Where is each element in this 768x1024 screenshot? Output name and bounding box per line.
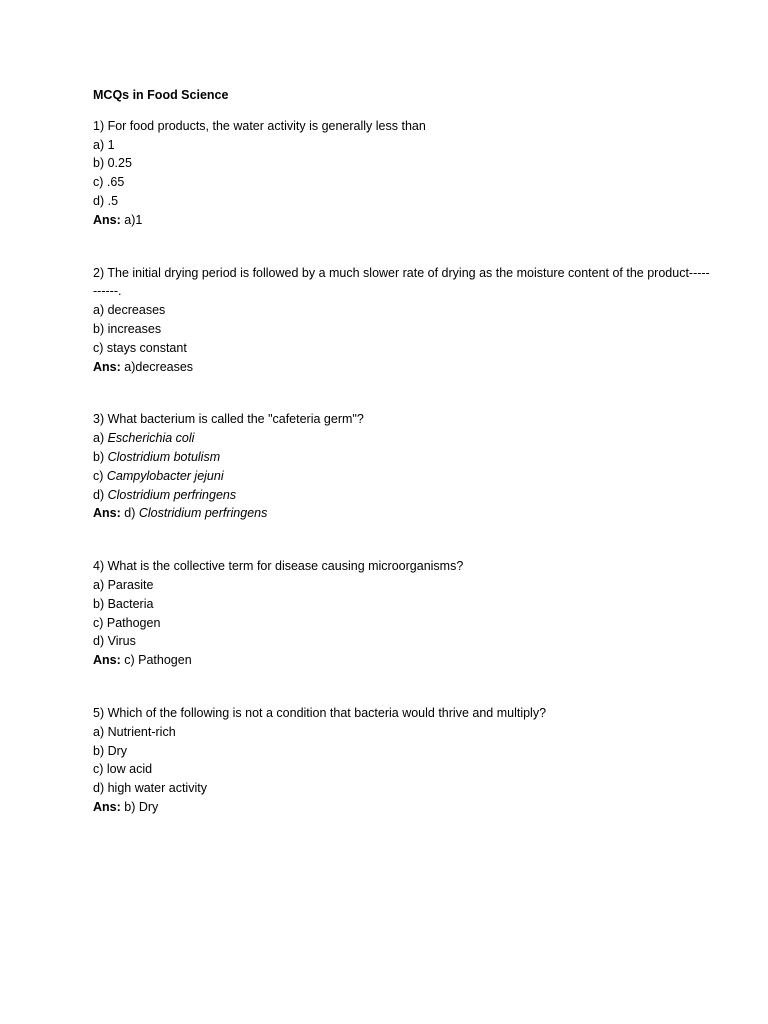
option-prefix: b)	[93, 156, 108, 171]
option-value: Clostridium perfringens	[107, 487, 237, 502]
option-prefix: c)	[93, 340, 107, 355]
question-text: 1) For food products, the water activity is generally less than	[93, 118, 426, 133]
question-text: 4) What is the collective term for disease causing microorganisms?	[93, 559, 464, 574]
answer-value: Clostridium perfringens	[138, 506, 268, 521]
option-c	[93, 339, 713, 358]
answer-prefix: b)	[120, 799, 139, 814]
question-4	[93, 557, 713, 670]
answer-prefix: c)	[120, 653, 139, 668]
answer-line	[93, 798, 713, 817]
option-value: .65	[106, 175, 125, 190]
answer-label: Ans:	[93, 212, 121, 227]
option-prefix: d)	[93, 634, 108, 649]
question-text: 2) The initial drying period is followed by a much slower rate of drying as the moisture content of the product-----------.	[93, 265, 710, 299]
answer-line	[93, 358, 713, 377]
answer-value: decreases	[135, 359, 194, 374]
option-value: Virus	[107, 634, 136, 649]
answer-value: 1	[135, 212, 143, 227]
option-a	[93, 301, 713, 320]
option-value: Bacteria	[107, 596, 154, 611]
option-value: .5	[107, 193, 119, 208]
option-prefix: a)	[93, 724, 108, 739]
option-a	[93, 576, 713, 595]
option-value: Nutrient-rich	[107, 724, 176, 739]
question-text: 3) What bacterium is called the "cafeteria germ"?	[93, 412, 364, 427]
answer-prefix: a)	[120, 212, 136, 227]
option-value: Escherichia coli	[107, 431, 195, 446]
option-a	[93, 723, 713, 742]
option-prefix: a)	[93, 577, 108, 592]
option-value: Dry	[107, 743, 128, 758]
option-b	[93, 742, 713, 761]
document-content	[93, 86, 713, 851]
option-prefix: b)	[93, 743, 108, 758]
option-value: 0.25	[107, 156, 132, 171]
option-value: high water activity	[107, 781, 207, 796]
option-prefix: a)	[93, 431, 108, 446]
option-value: Clostridium botulism	[107, 449, 221, 464]
option-d	[93, 192, 713, 211]
option-c	[93, 173, 713, 192]
option-value: decreases	[107, 303, 166, 318]
option-value: 1	[107, 137, 115, 152]
answer-label: Ans:	[93, 653, 121, 668]
option-prefix: a)	[93, 137, 108, 152]
option-prefix: b)	[93, 321, 108, 336]
option-value: low acid	[106, 762, 153, 777]
question-2	[93, 264, 713, 377]
answer-label: Ans:	[93, 359, 121, 374]
option-b	[93, 320, 713, 339]
option-c	[93, 467, 713, 486]
answer-prefix: d)	[120, 506, 139, 521]
option-c	[93, 614, 713, 633]
question-1	[93, 117, 713, 230]
option-prefix: c)	[93, 468, 107, 483]
option-d	[93, 779, 713, 798]
option-b	[93, 448, 713, 467]
option-prefix: b)	[93, 596, 108, 611]
question-3	[93, 410, 713, 523]
option-prefix: b)	[93, 449, 108, 464]
option-prefix: c)	[93, 762, 107, 777]
option-d	[93, 632, 713, 651]
option-prefix: d)	[93, 193, 108, 208]
answer-value: Dry	[138, 799, 159, 814]
option-value: Parasite	[107, 577, 154, 592]
answer-line	[93, 504, 713, 523]
question-5	[93, 704, 713, 817]
answer-label: Ans:	[93, 506, 121, 521]
option-d	[93, 486, 713, 505]
document-title: MCQs in Food Science	[93, 88, 229, 102]
option-a	[93, 429, 713, 448]
answer-value: Pathogen	[138, 653, 192, 668]
option-a	[93, 136, 713, 155]
option-value: stays constant	[106, 340, 187, 355]
answer-prefix: a)	[120, 359, 136, 374]
question-text: 5) Which of the following is not a condition that bacteria would thrive and multiply?	[93, 705, 547, 720]
option-prefix: c)	[93, 175, 107, 190]
option-c	[93, 760, 713, 779]
option-prefix: d)	[93, 781, 108, 796]
option-b	[93, 154, 713, 173]
option-prefix: a)	[93, 303, 108, 318]
option-prefix: d)	[93, 487, 108, 502]
answer-line	[93, 651, 713, 670]
answer-line	[93, 211, 713, 230]
option-b	[93, 595, 713, 614]
option-value: Campylobacter jejuni	[106, 468, 224, 483]
option-value: increases	[107, 321, 162, 336]
answer-label: Ans:	[93, 799, 121, 814]
option-value: Pathogen	[106, 615, 161, 630]
option-prefix: c)	[93, 615, 107, 630]
